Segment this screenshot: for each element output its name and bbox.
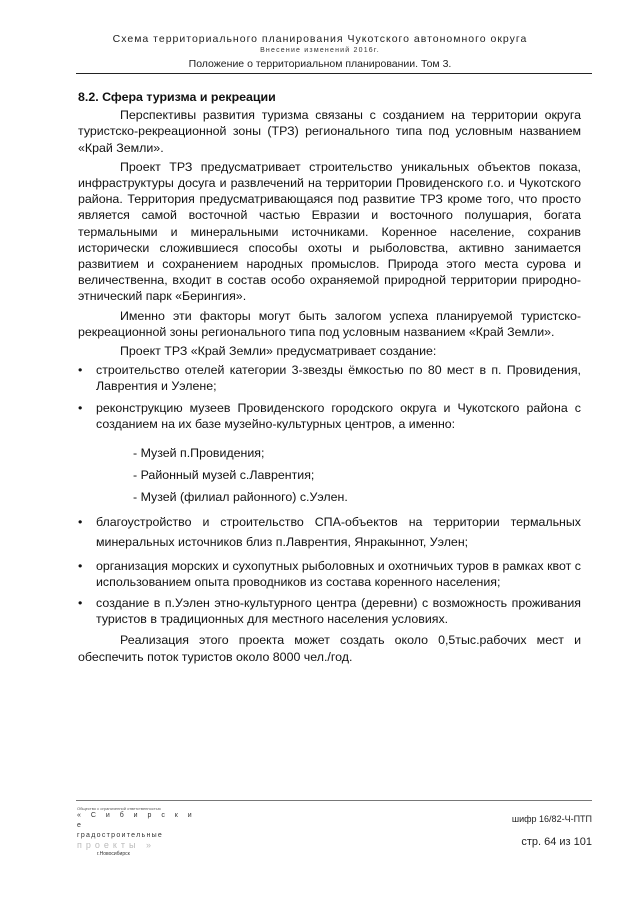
paragraph-list-lead: Проект ТРЗ «Край Земли» предусматривает создание: [120,344,437,359]
list-item-text: создание в п.Уэлен этно-культурного центра (деревни) с возможность проживания туристов в традиционных для местного населения условиях. [96,596,581,627]
header-divider [76,73,592,74]
list-item [78,362,581,394]
list-item [78,558,581,590]
paragraph-project: Проект ТРЗ предусматривает строительство уникальных объектов показа, инфраструктуры досуга и развлечений на территории Провиденского г.о. и Чукотского района. Территория предусматривающаяся под развитие ТРЗ кроме того, что просто является самой восточной частью Евразии и восточного полушария, богата термальными и минеральными источниками. Коренное население, сохранив исторически сложившиеся способы охоты и рыболовства, активно занимается развитием и сохранением народных промыслов. Природа этого места сурова и величественна, входит в состав особо охраняемой природной территории природно-этнический парк «Берингия». [78,159,581,304]
bullet-marker: • [78,558,83,573]
document-cipher: шифр 16/82-Ч-ПТП [511,814,592,824]
bullet-marker: • [78,596,83,611]
company-logo [77,806,197,858]
logo-org-type: Общество с ограниченной ответственностью [77,806,161,811]
footer-divider [76,800,592,801]
logo-line-3: проекты » [77,840,156,850]
section-heading: 8.2. Сфера туризма и рекреации [78,90,276,104]
logo-line-2: градостроительные [77,832,164,839]
list-item [78,400,581,432]
list-item-text: организация морских и сухопутных рыболовных и охотничьих туров в рамках квот с использованием опыта проводников из состава коренного населения; [96,558,581,589]
list-item [78,512,581,552]
paragraph-factors: Именно эти факторы могут быть залогом успеха планируемой туристско-рекреационной зоны регионального типа под условным названием «Край Земли». [78,308,581,339]
header-volume: Положение о территориальном планировании. Том 3. [188,58,452,70]
logo-line-1: « С и б и р с к и е [77,812,196,829]
header-title: Схема территориального планирования Чукотского автономного округа [112,33,528,45]
sublist-item: - Районный музей с.Лаврентия; [133,468,315,483]
page-number: стр. 64 из 101 [521,836,592,848]
list-item-text: реконструкцию музеев Провиденского городского округа и Чукотского района с созданием на их базе музейно-культурных центров, а именно: [96,400,581,431]
paragraph-conclusion: Реализация этого проекта может создать около 0,5тыс.рабочих мест и обеспечить поток туристов около 8000 чел./год. [78,633,581,664]
bullet-marker: • [78,514,83,529]
header-revision: Внесение изменений 2016г. [260,47,380,54]
logo-city: г.Новосибирск [97,851,130,857]
document-body [78,89,581,668]
list-item [78,595,581,627]
list-item-text: строительство отелей категории 3-звезды ёмкостью по 80 мест в п. Провидения, Лаврентия и Уэлене; [96,363,581,394]
list-item-text: благоустройство и строительство СПА-объектов на территории термальных минеральных источников близ п.Лаврентия, Янракыннот, Уэлен; [96,514,581,549]
sublist-item: - Музей п.Провидения; [133,446,265,461]
bullet-marker: • [78,400,83,415]
bullet-marker: • [78,363,83,378]
paragraph-intro: Перспективы развития туризма связаны с созданием на территории округа туристско-рекреационной зоны (ТРЗ) регионального типа под условным названием «Край Земли». [78,108,581,155]
sublist-item: - Музей (филиал районного) с.Уэлен. [133,490,348,505]
